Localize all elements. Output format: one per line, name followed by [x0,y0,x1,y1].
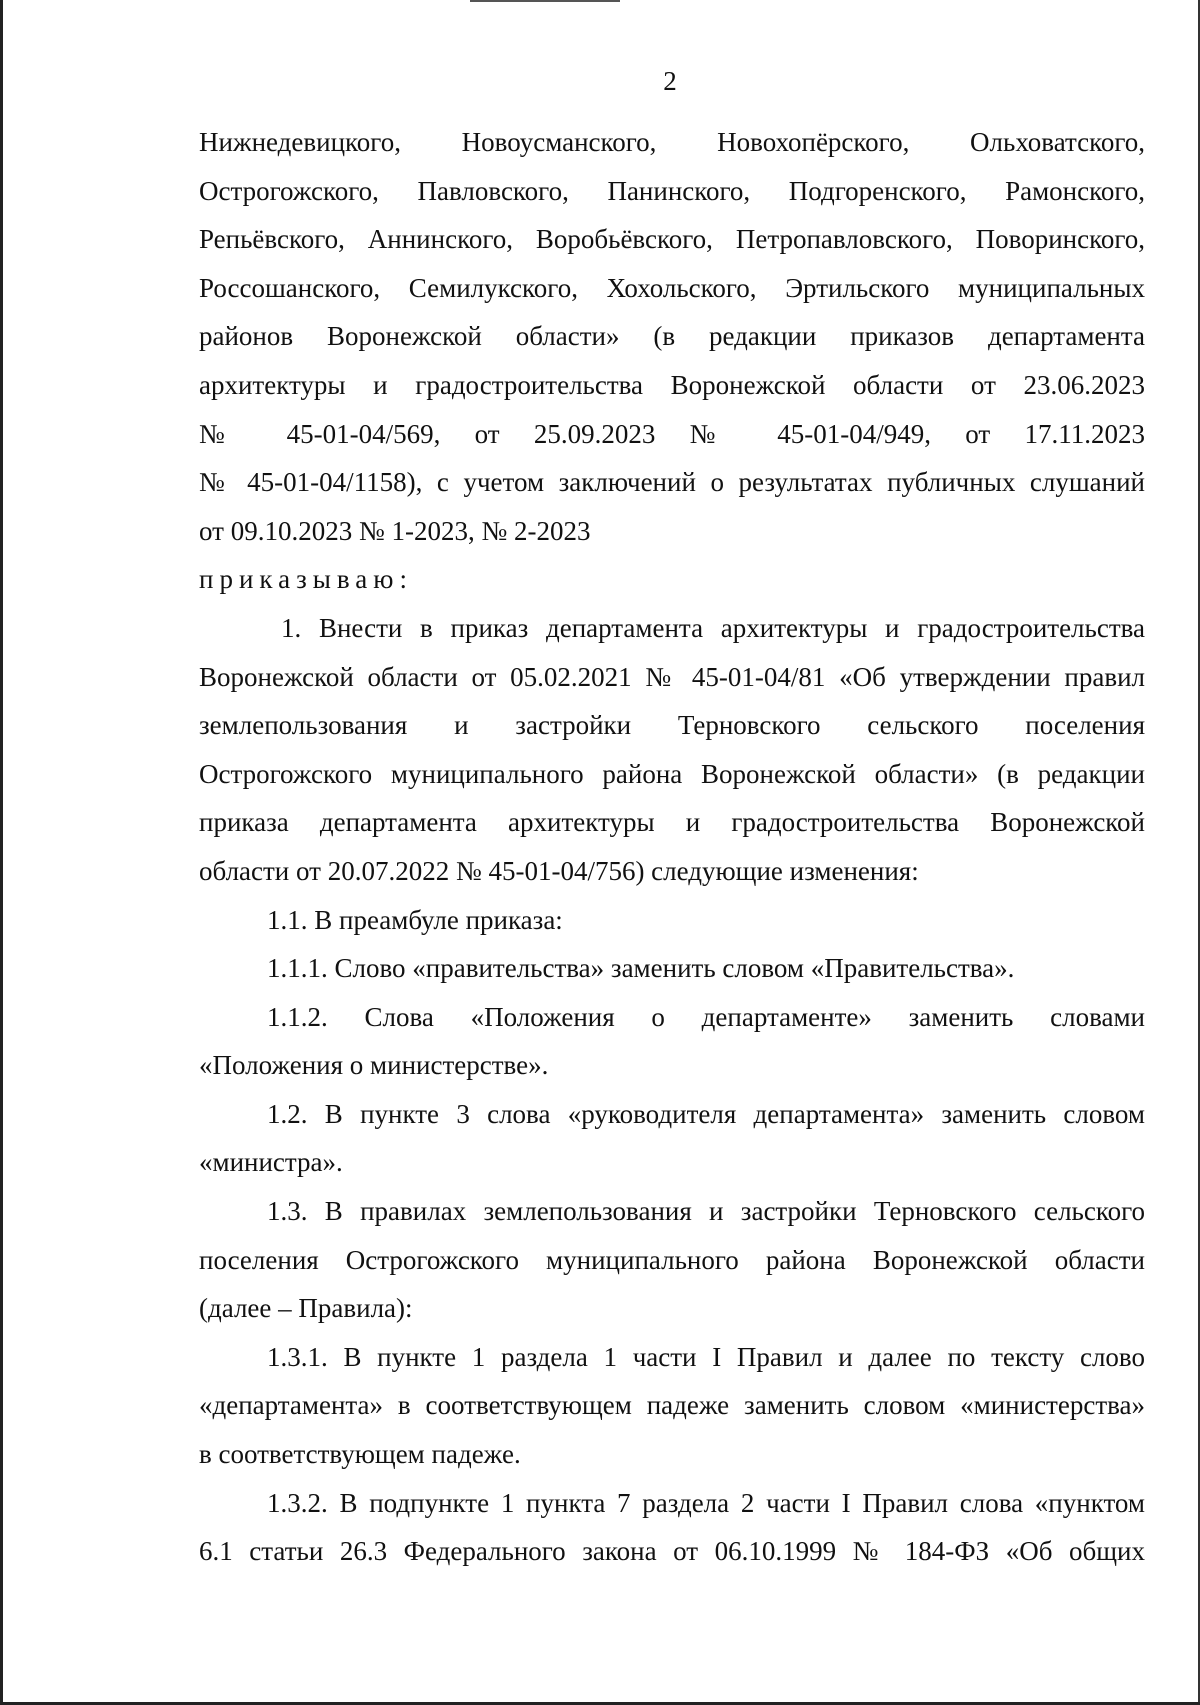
text-line: Острогожского муниципального района Воронежской области» (в редакции [199,758,1145,789]
paragraph-item-1-2 [199,1090,1145,1187]
text-line: № 45-01-04/569, от 25.09.2023 № 45-01-04/949, от 17.11.2023 [199,418,1145,449]
order-word [199,555,1145,604]
text-line: (далее – Правила): [199,1293,413,1324]
text-line: 1. Внести в приказ департамента архитектуры и градостроительства [281,612,1145,643]
paragraph-item-1-3-2 [199,1479,1145,1576]
text-line: 1.3.1. В пункте 1 раздела 1 части I Правил и далее по тексту слово [267,1341,1145,1372]
text-line: от 09.10.2023 № 1-2023, № 2-2023 [199,515,591,546]
text-line: области от 20.07.2022 № 45-01-04/756) следующие изменения: [199,855,919,886]
text-line: Россошанского, Семилукского, Хохольского, Эртильского муниципальных [199,272,1145,303]
text-line: землепользования и застройки Терновского сельского поселения [199,710,1145,741]
text-line: приказа департамента архитектуры и градостроительства Воронежской [199,807,1145,838]
text-line: 1.1. В преамбуле приказа: [267,904,563,935]
text-line: 1.2. В пункте 3 слова «руководителя департамента» заменить словом [267,1098,1145,1129]
text-line: Острогожского, Павловского, Панинского, Подгоренского, Рамонского, [199,175,1145,206]
text-line: «департамента» в соответствующем падеже заменить словом «министерства» [199,1390,1145,1421]
scan-edge-top [470,0,620,2]
paragraph-item-1-3 [199,1187,1145,1333]
scan-edge-left [0,0,3,1705]
text-line: архитектуры и градостроительства Воронежской области от 23.06.2023 [199,369,1145,400]
text-line: 1.1.2. Слова «Положения о департаменте» заменить словами [267,1001,1145,1032]
text-line: «министра». [199,1147,343,1178]
text-line: «Положения о министерстве». [199,1050,549,1081]
text-line: 6.1 статьи 26.3 Федерального закона от 06.10.1999 № 184-ФЗ «Об общих [199,1536,1145,1567]
text-line: приказываю: [199,564,413,595]
text-line: 1.3. В правилах землепользования и застройки Терновского сельского [267,1196,1145,1227]
text-line: в соответствующем падеже. [199,1439,521,1470]
text-line: 1.1.1. Слово «правительства» заменить словом «Правительства». [267,953,1015,984]
text-line: Воронежской области от 05.02.2021 № 45-01-04/81 «Об утверждении правил [199,661,1145,692]
text-line: поселения Острогожского муниципального района Воронежской области [199,1244,1145,1275]
paragraph-item-1-3-1 [199,1333,1145,1479]
document-body [199,118,1145,1576]
text-line: 1.3.2. В подпункте 1 пункта 7 раздела 2 части I Правил слова «пунктом [267,1487,1145,1518]
text-line: Нижнедевицкого, Новоусманского, Новохопёрского, Ольховатского, [199,127,1145,157]
text-line: районов Воронежской области» (в редакции приказов департамента [199,321,1145,352]
text-line: № 45-01-04/1158), с учетом заключений о результатах публичных слушаний [199,467,1145,498]
paragraph-item-1 [199,604,1145,896]
text-line: Репьёвского, Аннинского, Воробьёвского, Петропавловского, Поворинского, [199,224,1145,255]
paragraph-preamble-continued [199,118,1145,555]
page-number: 2 [663,66,677,96]
paragraph-item-1-1 [199,896,1145,945]
paragraph-item-1-1-1 [199,944,1145,993]
paragraph-item-1-1-2 [199,993,1145,1090]
